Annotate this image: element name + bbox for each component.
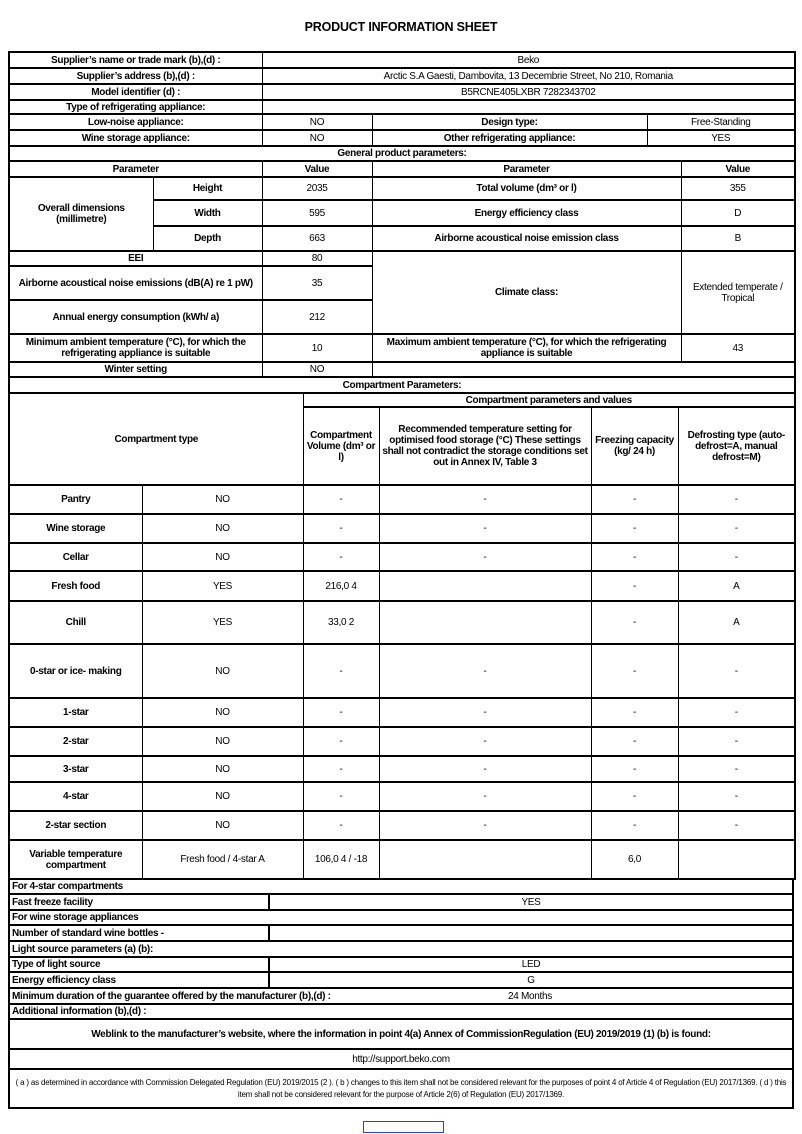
table-row [9,601,795,644]
compartment-volume: - [303,727,379,756]
winter-setting-value: NO [262,362,372,377]
table-row [9,644,795,698]
light-type-label: Type of light source [10,958,270,971]
other-refrigerating-label: Other refrigerating appliance: [372,130,647,146]
compartment-defrost: - [678,782,795,811]
compartment-present: YES [142,601,303,644]
compartment-temp [379,601,591,644]
compartment-temp: - [379,514,591,543]
four-star-section-label: For 4-star compartments [12,881,123,892]
table-row [9,146,795,161]
compartment-defrost: - [678,543,795,571]
compartment-volume: 33,0 2 [303,601,379,644]
height-label: Height [153,177,262,200]
compartment-temp: - [379,756,591,782]
noise-class-value: B [681,226,795,251]
table-row [9,543,795,571]
supplier-address-label: Supplier’s address (b),(d) : [9,68,262,84]
total-volume-value: 355 [681,177,795,200]
compartment-defrost: - [678,811,795,840]
compartment-present: NO [142,782,303,811]
min-ambient-label: Minimum ambient temperature (°C), for which the refrigerating appliance is suitable [9,334,262,362]
appliance-type-label: Type of refrigerating appliance: [9,100,262,114]
parameter-header: Parameter [372,161,681,177]
total-volume-label: Total volume (dm³ or l) [372,177,681,200]
table-row [9,161,795,177]
compartment-type: Fresh food [9,571,142,601]
compartment-type: Pantry [9,485,142,514]
supplier-address-value: Arctic S.A Gaesti, Dambovita, 13 Decembrie Street, No 210, Romania [262,68,795,84]
compartment-params-header: Compartment parameters and values [303,393,795,407]
table-row [9,84,795,100]
compartment-temp [379,571,591,601]
table-row [9,130,795,146]
compartment-present: NO [142,811,303,840]
temp-header: Recommended temperature setting for optimised food storage (°C) These settings shall not contradict the storage conditions set out in Annex IV, Table 3 [379,407,591,485]
compartment-present: NO [142,756,303,782]
compartment-type: Chill [9,601,142,644]
compartment-defrost: - [678,485,795,514]
value-header: Value [681,161,795,177]
design-type-value: Free-Standing [647,114,795,130]
compartment-temp: - [379,698,591,727]
low-noise-value: NO [262,114,372,130]
general-parameters-table [8,145,796,394]
compartment-present: NO [142,644,303,698]
compartment-defrost: - [678,698,795,727]
airborne-noise-value: 35 [262,266,372,300]
weblink-note-text: Weblink to the manufacturer’s website, where the information in point 4(a) Annex of CommissionRegulation (EU) 2019/2019 (1) (b) is found: [91,1028,711,1040]
compartment-type: 0-star or ice- making [9,644,142,698]
table-row [9,727,795,756]
supplier-name-value: Beko [262,52,795,68]
width-value: 595 [262,200,372,226]
compartment-defrost: A [678,571,795,601]
eei-value: 80 [262,251,372,266]
wine-storage-appliance-label: Wine storage appliance: [9,130,262,146]
compartment-freezing: - [591,727,678,756]
light-class-label: Energy efficiency class [10,973,270,987]
climate-class-value: Extended temperate / Tropical [681,251,795,334]
supplier-name-label: Supplier’s name or trade mark (b),(d) : [9,52,262,68]
compartment-defrost: - [678,756,795,782]
compartment-temp: - [379,811,591,840]
parameter-header: Parameter [9,161,262,177]
additional-info-label: Additional information (b),(d) : [12,1006,147,1017]
compartment-temp [379,840,591,879]
compartment-freezing: - [591,782,678,811]
compartment-defrost: - [678,514,795,543]
compartment-freezing: - [591,756,678,782]
compartment-present: NO [142,543,303,571]
compartment-defrost: A [678,601,795,644]
wine-storage-appliance-value: NO [262,130,372,146]
height-value: 2035 [262,177,372,200]
compartment-volume: - [303,698,379,727]
compartment-volume: - [303,756,379,782]
energy-class-value: D [681,200,795,226]
page-title: PRODUCT INFORMATION SHEET [304,20,498,34]
supplier-table [8,51,796,147]
compartment-type: Cellar [9,543,142,571]
compartment-temp: - [379,644,591,698]
empty-cell [372,362,795,377]
model-identifier-value: B5RCNE405LXBR 7282343702 [262,84,795,100]
table-row [9,514,795,543]
compartment-type: 3-star [9,756,142,782]
compartment-freezing: - [591,571,678,601]
table-row [9,334,795,362]
volume-header: Compartment Volume (dm³ or l) [303,407,379,485]
compartment-freezing: - [591,644,678,698]
overall-dimensions-label: Overall dimensions (millimetre) [9,177,153,251]
footnote-text: ( a ) as determined in accordance with Commission Delegated Regulation (EU) 2019/2015 (2 ). ( b ) changes to this item shall not be considered relevant for the purposes of point 4 of Article 4 of Regulation (EU) 2017/1369. ( d ) this item shall not be considered relevant for the purpose of Article 2(6) of Regulation (EU) 2017/1369. [15,1077,787,1099]
compartment-type: Wine storage [9,514,142,543]
table-row [9,52,795,68]
compartment-defrost [678,840,795,879]
compartment-volume: - [303,543,379,571]
annual-energy-label: Annual energy consumption (kWh/ a) [9,300,262,334]
wine-bottles-label: Number of standard wine bottles - [10,926,270,940]
defrost-header: Defrosting type (auto-defrost=A, manual defrost=M) [678,407,795,485]
table-row [9,251,795,266]
table-row [9,377,795,393]
weblink-url[interactable]: http://support.beko.com [352,1053,450,1065]
compartment-defrost: - [678,727,795,756]
table-row [9,114,795,130]
compartment-type: 1-star [9,698,142,727]
table-row [9,782,795,811]
compartment-present: NO [142,485,303,514]
winter-setting-label: Winter setting [9,362,262,377]
table-row [9,811,795,840]
depth-label: Depth [153,226,262,251]
fast-freeze-label: Fast freeze facility [10,895,270,909]
compartment-present: YES [142,571,303,601]
table-row [9,571,795,601]
compartment-freezing: 6,0 [591,840,678,879]
compartment-present: NO [142,727,303,756]
compartment-freezing: - [591,543,678,571]
compartment-freezing: - [591,601,678,644]
guarantee-label: Minimum duration of the guarantee offered by the manufacturer (b),(d) : [12,990,331,1002]
compartment-type: 2-star section [9,811,142,840]
light-class-value: G [527,974,535,986]
general-section-label: General product parameters: [9,146,795,161]
table-row [9,177,795,200]
table-row [9,100,795,114]
energy-class-label: Energy efficiency class [372,200,681,226]
climate-class-label: Climate class: [372,251,681,334]
compartment-freezing: - [591,485,678,514]
weblink-note-box [8,1018,794,1050]
compartment-temp: - [379,782,591,811]
compartment-volume: - [303,514,379,543]
model-identifier-label: Model identifier (d) : [9,84,262,100]
appliance-type-value [262,100,795,114]
table-row [9,485,795,514]
noise-class-label: Airborne acoustical noise emission class [372,226,681,251]
other-refrigerating-value: YES [647,130,795,146]
table-row [9,393,795,407]
compartment-temp: - [379,727,591,756]
depth-value: 663 [262,226,372,251]
value-header: Value [262,161,372,177]
weblink-url-box [8,1048,794,1070]
design-type-label: Design type: [372,114,647,130]
wine-appliances-section-label: For wine storage appliances [12,912,139,923]
table-row [9,756,795,782]
compartment-type: Variable temperature compartment [9,840,142,879]
compartment-table [8,392,796,880]
compartment-volume: 106,0 4 / -18 [303,840,379,879]
link-annotation-box[interactable] [363,1121,444,1133]
compartment-freezing: - [591,811,678,840]
airborne-noise-label: Airborne acoustical noise emissions (dB(A) re 1 pW) [9,266,262,300]
light-type-value: LED [521,959,541,970]
compartment-section-label: Compartment Parameters: [9,377,795,393]
compartment-volume: 216,0 4 [303,571,379,601]
compartment-volume: - [303,485,379,514]
compartment-temp: - [379,543,591,571]
guarantee-value: 24 Months [508,990,552,1002]
compartment-present: NO [142,514,303,543]
compartment-freezing: - [591,514,678,543]
freezing-header: Freezing capacity (kg/ 24 h) [591,407,678,485]
table-row [9,840,795,879]
compartment-type: 4-star [9,782,142,811]
table-row [9,362,795,377]
low-noise-label: Low-noise appliance: [9,114,262,130]
width-label: Width [153,200,262,226]
annual-energy-value: 212 [262,300,372,334]
fast-freeze-value: YES [521,896,541,908]
compartment-freezing: - [591,698,678,727]
max-ambient-value: 43 [681,334,795,362]
table-row [9,68,795,84]
compartment-temp: - [379,485,591,514]
compartment-defrost: - [678,644,795,698]
compartment-type: 2-star [9,727,142,756]
table-row [9,698,795,727]
footnote-box [8,1068,794,1109]
compartment-volume: - [303,644,379,698]
light-source-section-label: Light source parameters (a) (b): [12,943,153,955]
eei-label: EEI [9,251,262,266]
compartment-present: NO [142,698,303,727]
compartment-present: Fresh food / 4-star A [142,840,303,879]
compartment-volume: - [303,782,379,811]
max-ambient-label: Maximum ambient temperature (°C), for which the refrigerating appliance is suitable [372,334,681,362]
compartment-type-header: Compartment type [9,393,303,485]
min-ambient-value: 10 [262,334,372,362]
compartment-volume: - [303,811,379,840]
